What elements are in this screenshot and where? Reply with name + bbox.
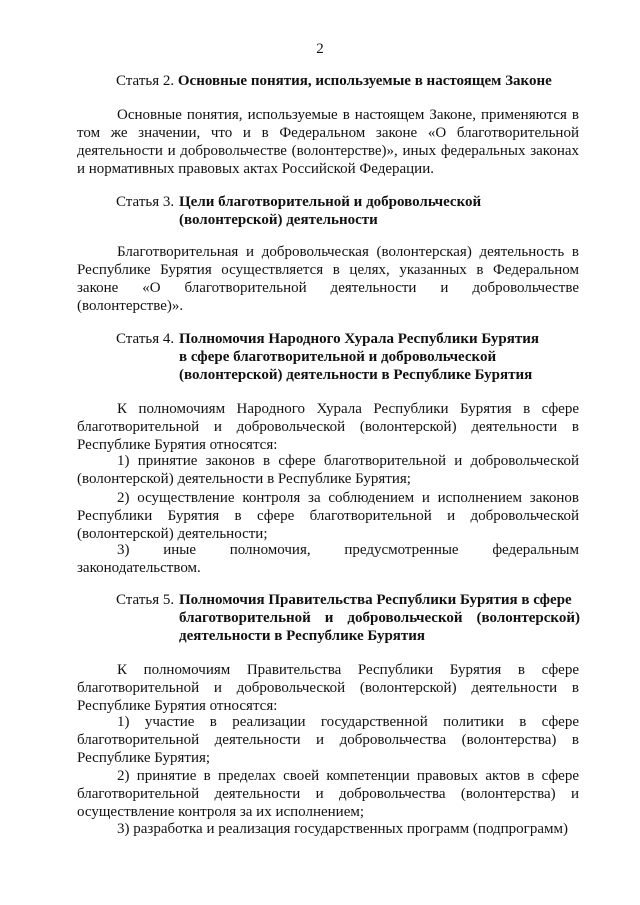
article-title-line: Цели благотворительной и добровольческой [179, 194, 482, 210]
article-4-item-3: 3) иные полномочия, предусмотренные федеральным законодательством. [77, 542, 579, 576]
page-number: 2 [316, 41, 324, 57]
article-5-title [179, 591, 580, 645]
article-4-item-1: 1) принятие законов в сфере благотворительной и добровольческой (волонтерской) деятельности в Республике Бурятия; [77, 453, 579, 487]
article-label: Статья 3. [116, 194, 175, 210]
article-5-item-2: 2) принятие в пределах своей компетенции правовых актов в сфере благотворительной деятельности и добровольчества (волонтерства) и осуществление контроля за их исполнением; [77, 768, 579, 820]
article-5-item-3: 3) разработка и реализация государственных программ (подпрограмм) [117, 821, 568, 837]
article-title-line: в сфере благотворительной и добровольческой [179, 349, 497, 365]
article-4-item-2: 2) осуществление контроля за соблюдением и исполнением законов Республики Бурятия в сфере благотворительной и добровольческой (волонтерской) деятельности; [77, 490, 579, 542]
article-4-intro: К полномочиям Народного Хурала Республики Бурятия в сфере благотворительной и добровольческой (волонтерской) деятельности в Республике Бурятия относятся: [77, 401, 579, 453]
article-label: Статья 2. [116, 73, 175, 89]
article-4-title [179, 330, 539, 384]
article-label: Статья 4. [116, 331, 175, 347]
article-2-heading [116, 72, 596, 90]
article-5-item-1: 1) участие в реализации государственной политики в сфере благотворительной деятельности и добровольчества (волонтерства) в Республике Бурятия; [77, 714, 579, 766]
article-title-line: деятельности в Республике Бурятия [179, 628, 426, 644]
article-3-body: Благотворительная и добровольческая (волонтерская) деятельность в Республике Бурятия осуществляется в целях, указанных в Федеральном законе «О благотворительной деятельности и добровольчестве (волонтерстве)». [77, 244, 579, 314]
article-title-line: Полномочия Народного Хурала Республики Бурятия [179, 331, 539, 347]
article-title-line: (волонтерской) деятельности в Республике Бурятия [179, 367, 533, 383]
article-label: Статья 5. [116, 592, 175, 608]
article-title-line: благотворительной и добровольческой (волонтерской) [179, 610, 580, 626]
article-3-title [179, 193, 481, 229]
article-2-body: Основные понятия, используемые в настоящем Законе, применяются в том же значении, что и в Федеральном законе «О благотворительной деятельности и добровольчестве (волонтерстве)», иных федеральных законах и нормативных правовых актах Российской Федерации. [77, 107, 579, 177]
article-title-line: (волонтерской) деятельности [179, 212, 378, 228]
article-title: Основные понятия, используемые в настоящем Законе [177, 73, 552, 89]
article-title-line: Полномочия Правительства Республики Бурятия в сфере [179, 592, 572, 608]
article-5-intro: К полномочиям Правительства Республики Бурятия в сфере благотворительной и добровольческой (волонтерской) деятельности в Республике Бурятия относятся: [77, 662, 579, 714]
